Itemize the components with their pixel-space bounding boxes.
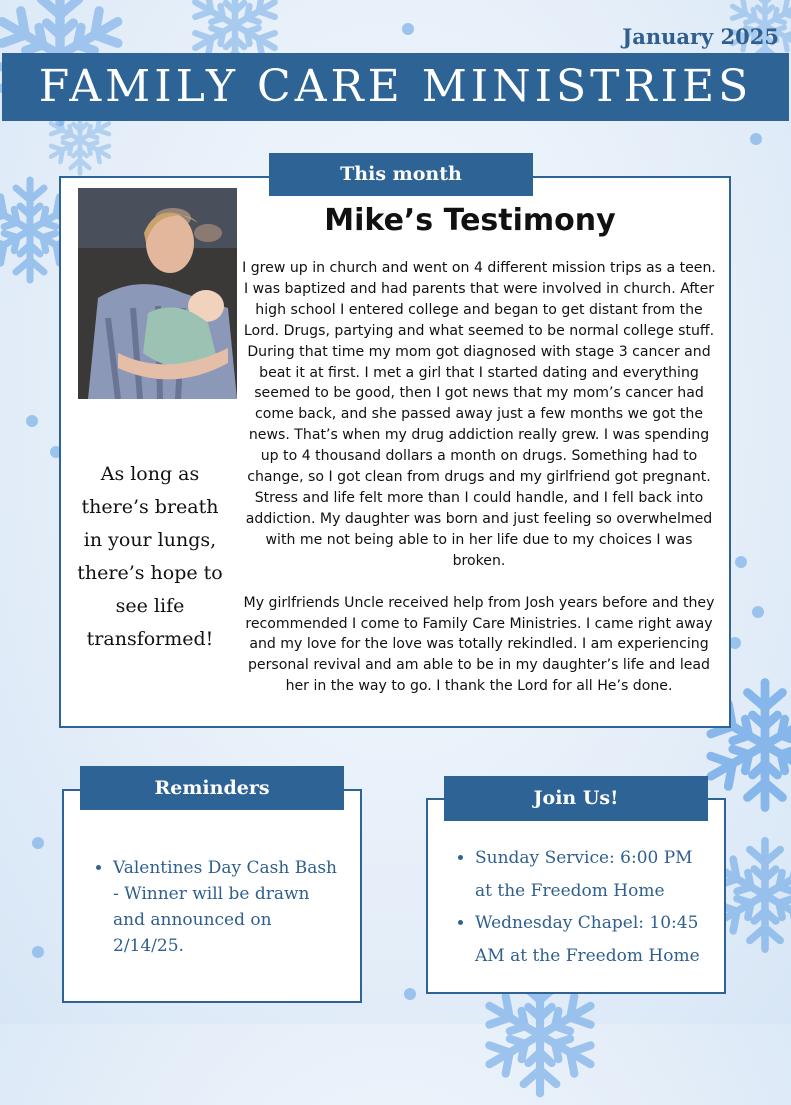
testimony-story <box>240 258 718 697</box>
join-us-list <box>453 842 703 972</box>
newsletter-title: FAMILY CARE MINISTRIES <box>2 53 789 121</box>
reminders-list <box>91 855 339 959</box>
join-us-list-container <box>453 842 703 972</box>
story-paragraph-1: I grew up in church and went on 4 different mission trips as a teen. I was baptized and had parents that were involved in church. After high school I entered college and began to get distant from the Lord. Drugs, partying and what seemed to be normal college stuff. During that time my mom got diagnosed with stage 3 cancer and beat it at first. I met a girl that I started dating and everything seemed to be good, then I got news that my mom’s cancer had come back, and she passed away just a few months we got the news. That’s when my drug addiction really grew. I was spending up to 4 thousand dollars a month on drugs. Something had to change, so I got clean from drugs and my girlfriend got pregnant. Stress and life felt more than I could handle, and I fell back into addiction. My daughter was born and just feeling so overwhelmed with me not being able to in her life due to my choices I was broken. <box>242 260 716 569</box>
join-us-label: Join Us! <box>444 776 708 821</box>
reminders-list-container <box>91 855 339 959</box>
service-item: • Wednesday Chapel: 10:45 AM at the Freedom Home <box>475 907 703 972</box>
reminders-label: Reminders <box>80 766 344 810</box>
decor-dot <box>32 946 44 958</box>
decor-dot <box>26 415 38 427</box>
testimony-photo <box>78 188 237 399</box>
decor-dot <box>32 837 44 849</box>
photo-illustration <box>78 188 237 399</box>
pull-quote: As long as there’s breath in your lungs, there’s hope to see life transformed! <box>77 463 223 650</box>
decor-dot <box>402 23 414 35</box>
service-item: • Sunday Service: 6:00 PM at the Freedom Home <box>475 842 703 907</box>
reminder-item: • Valentines Day Cash Bash - Winner will be drawn and announced on 2/14/25. <box>113 855 339 959</box>
decor-dot <box>735 556 747 568</box>
story-paragraph-2: My girlfriends Uncle received help from Josh years before and they recommended I come to Family Care Ministries. I came right away and my love for the love was totally rekindled. I am experiencing personal revival and am able to be in my daughter’s life and lead her in the way to go. I thank the Lord for all He’s done. <box>243 594 715 695</box>
issue-date: January 2025 <box>622 24 779 49</box>
testimony-title: Mike’s Testimony <box>324 203 616 238</box>
decor-dot <box>752 606 764 618</box>
decor-dot <box>750 133 762 145</box>
this-month-label: This month <box>269 153 533 196</box>
decor-dot <box>404 988 416 1000</box>
